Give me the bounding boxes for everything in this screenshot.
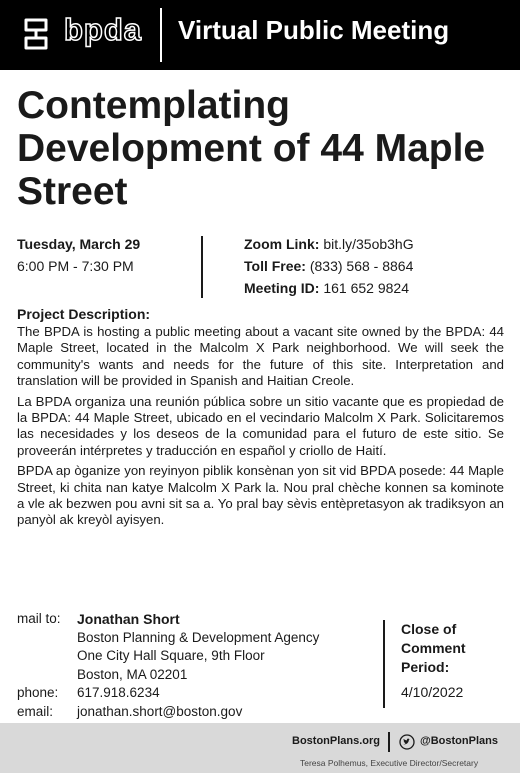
project-description: [17, 304, 504, 533]
footer-credit: Teresa Polhemus, Executive Director/Secretary: [300, 758, 479, 768]
toll-label: Toll Free:: [244, 258, 306, 274]
zoom-link[interactable]: bit.ly/35ob3hG: [323, 236, 414, 252]
comment-period: [401, 620, 466, 702]
footer-site-link[interactable]: BostonPlans.org: [292, 735, 381, 747]
header-divider: [160, 8, 162, 62]
footer: [0, 723, 520, 773]
phone-label: phone:: [17, 685, 59, 700]
address1-row: [17, 647, 319, 666]
footer-twitter-handle[interactable]: @BostonPlans: [420, 735, 498, 747]
contact-divider: [383, 620, 385, 708]
spacer: [17, 647, 77, 666]
header-banner: [0, 0, 520, 70]
description-english: The BPDA is hosting a public meeting about a vacant site owned by the BPDA: 44 Maple Street, located in the Malcolm X Park neighborhood. We will seek the community's wants and needs for the future of this site. Interpretation and translation will be provided in Spanish and Haitian Creole.: [17, 324, 504, 389]
spacer: [17, 666, 77, 685]
description-title: Project Description:: [17, 306, 151, 322]
header-title: Virtual Public Meeting: [178, 15, 450, 45]
phone-row: [17, 684, 319, 703]
comment-period-label-2: Comment: [401, 640, 466, 656]
comment-period-date: 4/10/2022: [401, 684, 464, 700]
meeting-id-row: [244, 277, 414, 299]
zoom-row: [244, 233, 414, 255]
footer-divider: [388, 732, 390, 752]
contact-address2: Boston, MA 02201: [77, 666, 188, 682]
toll-number: (833) 568 - 8864: [309, 258, 414, 274]
description-spanish: La BPDA organiza una reunión pública sobre un sitio vacante que es propiedad de la BPDA: 44 Maple Street, ubicado en el vecindario Malcolm X Park. Solicitaremos las necesidades y los deseos de la comunidad para el futuro de este sitio. Se proveerán intérpretes y traducción en español y criollo de Haití.: [17, 393, 504, 458]
page-title: Contemplating Development of 44 Maple Street: [17, 84, 486, 213]
mail-label: mail to:: [17, 611, 61, 626]
contact-address1: One City Hall Square, 9th Floor: [77, 648, 265, 663]
contact-phone[interactable]: 617.918.6234: [77, 685, 160, 700]
info-divider: [201, 236, 203, 298]
contact-block: [17, 610, 319, 721]
description-creole: BPDA ap òganize yon reyinyon piblik konsènan yon sit vid BPDA posede: 44 Maple Street, ki chita nan katye Malcolm X Park la. Nou pral chèche konnen sa kominote a vle ak bezwen pou avni sit sa a. Yo pral bay sèvis entèpretasyon ak tradiksyon an panyòl ak kreyòl ayisyen.: [17, 463, 504, 528]
email-row: [17, 703, 319, 722]
event-datetime: [17, 233, 140, 277]
address2-row: [17, 666, 319, 685]
comment-period-label-3: Period:: [401, 659, 450, 675]
zoom-label: Zoom Link:: [244, 236, 320, 252]
event-date: Tuesday, March 29: [17, 236, 141, 252]
email-label: email:: [17, 703, 54, 719]
event-time: 6:00 PM - 7:30 PM: [17, 258, 134, 274]
meeting-id-label: Meeting ID:: [244, 280, 320, 296]
contact-email[interactable]: jonathan.short@boston.gov: [77, 703, 243, 719]
contact-name: Jonathan Short: [77, 611, 180, 627]
bpda-logo-text: bpda: [64, 12, 143, 47]
toll-row: [244, 255, 414, 277]
comment-period-label-1: Close of: [401, 621, 457, 637]
mail-row: [17, 610, 319, 629]
org-row: [17, 629, 319, 648]
twitter-icon: [399, 734, 415, 750]
meeting-access: [244, 233, 414, 299]
bpda-logo-icon: [18, 16, 54, 52]
meeting-id-value: 161 652 9824: [323, 280, 409, 296]
spacer: [17, 629, 77, 648]
contact-org: Boston Planning & Development Agency: [77, 629, 320, 645]
